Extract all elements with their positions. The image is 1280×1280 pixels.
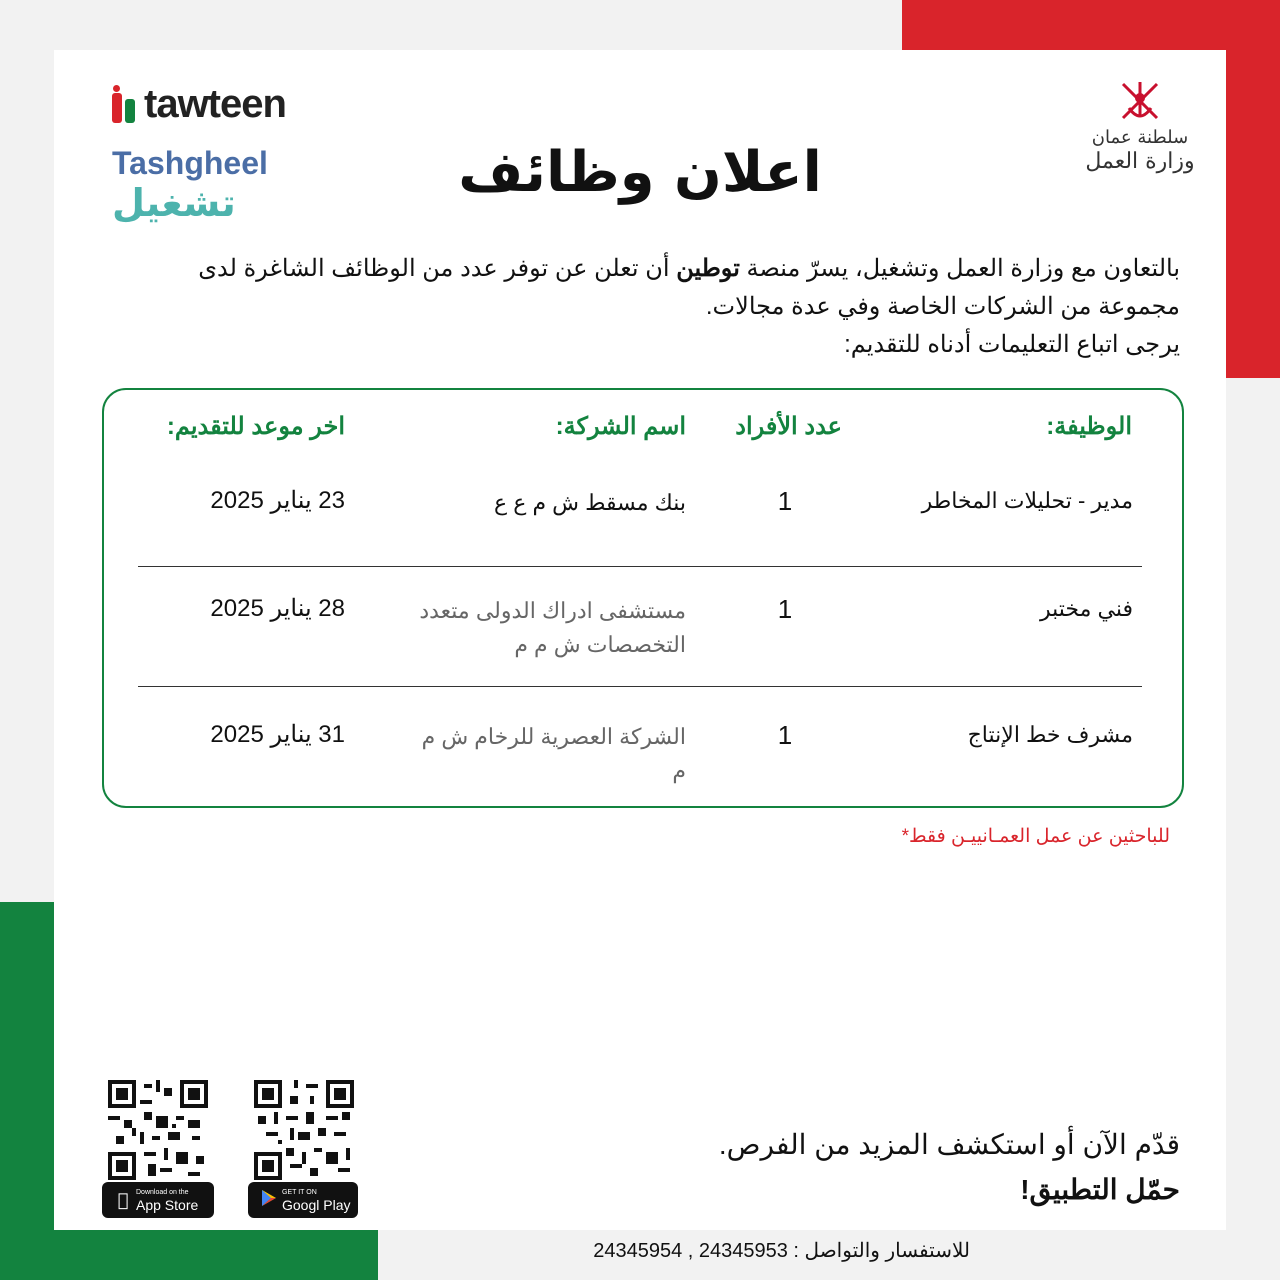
- row-3-company: الشركة العصرية للرخام ش م م: [421, 724, 686, 783]
- row-1-job: مدير - تحليلات المخاطر: [921, 488, 1133, 513]
- intro-line-3: يرجى اتباع التعليمات أدناه للتقديم:: [844, 331, 1180, 358]
- intro-brand-bold: توطين: [676, 255, 740, 282]
- tashgheel-logo: [112, 145, 292, 225]
- row-2-job: فني مختبر: [1039, 596, 1133, 621]
- tashgheel-wordmark-ar: تشغيل: [112, 181, 236, 225]
- appstore-badge[interactable]: [102, 1182, 214, 1218]
- apple-icon: [110, 1190, 136, 1211]
- tawteen-logo: [112, 82, 286, 126]
- intro-text: [135, 250, 1180, 364]
- appstore-badge-label: App Store: [136, 1196, 199, 1213]
- page-title: اعلان وظائف: [458, 140, 822, 205]
- header-job: الوظيفة:: [1046, 413, 1132, 440]
- tawteen-wordmark: tawteen: [144, 81, 286, 126]
- googleplay-badge[interactable]: [248, 1182, 358, 1218]
- row-2-company: مستشفى ادراك الدولى متعدد التخصصات ش م م: [419, 598, 686, 657]
- omani-only-note: للباحثين عن عمل العمـانييـن فقط*: [901, 826, 1170, 847]
- tawteen-mark-icon: [112, 85, 138, 123]
- ministry-name: وزارة العمل: [1085, 149, 1195, 174]
- ministry-country: سلطنة عمان: [1091, 127, 1189, 148]
- header-count: عدد الأفراد: [735, 413, 842, 440]
- cta-line-1: قدّم الآن أو استكشف المزيد من الفرص.: [718, 1129, 1180, 1160]
- googleplay-badge-label: Googl Play: [282, 1196, 351, 1213]
- row-3-job: مشرف خط الإنتاج: [967, 722, 1133, 747]
- oman-emblem-icon: [1115, 78, 1165, 126]
- row-1-company: بنك مسقط ش م ع ع: [493, 490, 686, 515]
- google-play-icon: [256, 1189, 282, 1212]
- row-1-count: 1: [777, 486, 793, 516]
- googleplay-badge-small: GET IT ON: [282, 1188, 317, 1196]
- cta-line-2: حمّل التطبيق!: [1020, 1174, 1180, 1205]
- header-company: اسم الشركة:: [555, 413, 686, 440]
- googleplay-qr-icon[interactable]: [254, 1080, 354, 1180]
- call-to-action: [620, 1125, 1180, 1211]
- intro-line-1: بالتعاون مع وزارة العمل وتشغيل، يسرّ منصة توطين أن تعلن عن توفر عدد من الوظائف الشاغرة لدى: [198, 255, 1180, 282]
- row-1-deadline: 23 يناير 2025: [210, 487, 345, 514]
- header-deadline: اخر موعد للتقديم:: [166, 413, 345, 440]
- contact-info: للاستفسار والتواصل : 24345953 , 24345954: [593, 1240, 970, 1262]
- row-2-deadline: 28 يناير 2025: [210, 595, 345, 622]
- row-3-count: 1: [777, 720, 793, 750]
- row-2-count: 1: [777, 594, 793, 624]
- intro-line-2: مجموعة من الشركات الخاصة وفي عدة مجالات.: [705, 293, 1180, 320]
- tashgheel-wordmark-en: Tashgheel: [112, 145, 268, 181]
- row-3-deadline: 31 يناير 2025: [210, 721, 345, 748]
- appstore-badge-small: Download on the: [136, 1188, 189, 1196]
- row-divider: [138, 686, 1142, 687]
- row-divider: [138, 566, 1142, 567]
- ministry-of-labour-logo: [1080, 78, 1200, 174]
- appstore-qr-icon[interactable]: [108, 1080, 208, 1180]
